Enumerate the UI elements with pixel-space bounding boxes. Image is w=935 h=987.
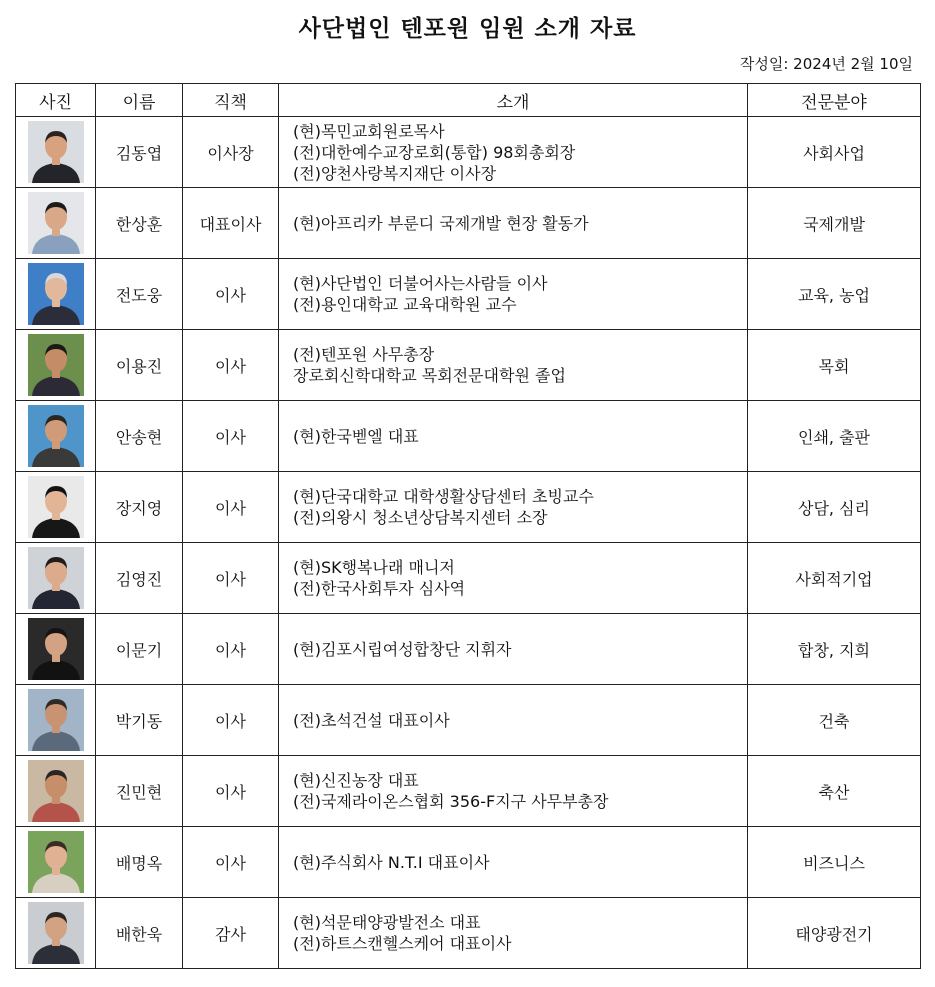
intro-line: (현)단국대학교 대학생활상담센터 초빙교수 bbox=[293, 487, 594, 506]
officer-position: 이사장 bbox=[183, 117, 279, 188]
officer-intro bbox=[279, 259, 748, 330]
intro-line: (현)석문태양광발전소 대표 bbox=[293, 913, 481, 932]
header-position: 직책 bbox=[183, 84, 279, 117]
officer-intro bbox=[279, 401, 748, 472]
header-photo: 사진 bbox=[16, 84, 96, 117]
officer-field: 국제개발 bbox=[748, 188, 921, 259]
photo-cell bbox=[16, 117, 96, 188]
officer-name: 김동엽 bbox=[96, 117, 183, 188]
officer-name: 한상훈 bbox=[96, 188, 183, 259]
officer-intro bbox=[279, 330, 748, 401]
officer-intro bbox=[279, 827, 748, 898]
portrait-photo bbox=[28, 121, 84, 183]
intro-line: (전)초석건설 대표이사 bbox=[293, 710, 450, 730]
officer-position: 이사 bbox=[183, 614, 279, 685]
portrait-photo bbox=[28, 760, 84, 822]
officer-position: 이사 bbox=[183, 330, 279, 401]
portrait-photo bbox=[28, 902, 84, 964]
photo-cell bbox=[16, 472, 96, 543]
officer-position: 이사 bbox=[183, 472, 279, 543]
intro-line: (현)신진농장 대표 bbox=[293, 771, 419, 790]
officers-table bbox=[15, 83, 921, 969]
officer-name: 배한욱 bbox=[96, 898, 183, 969]
intro-line: (전)한국사회투자 심사역 bbox=[293, 579, 466, 598]
intro-line: (전)하트스캔헬스케어 대표이사 bbox=[293, 934, 512, 953]
officer-position: 감사 bbox=[183, 898, 279, 969]
officer-name: 이용진 bbox=[96, 330, 183, 401]
officer-name: 전도웅 bbox=[96, 259, 183, 330]
intro-line: (현)주식회사 N.T.I 대표이사 bbox=[293, 852, 490, 872]
officer-field: 인쇄, 출판 bbox=[748, 401, 921, 472]
officer-intro bbox=[279, 614, 748, 685]
intro-line: (전)국제라이온스협회 356-F지구 사무부총장 bbox=[293, 792, 609, 811]
intro-line: (현)SK행복나래 매니저 bbox=[293, 558, 455, 577]
photo-cell bbox=[16, 259, 96, 330]
officer-field: 합창, 지희 bbox=[748, 614, 921, 685]
document-date: 작성일: 2024년 2월 10일 bbox=[739, 55, 913, 73]
portrait-photo bbox=[28, 831, 84, 893]
intro-line: (현)김포시립여성합창단 지휘자 bbox=[293, 639, 512, 659]
officer-intro bbox=[279, 898, 748, 969]
officer-position: 대표이사 bbox=[183, 188, 279, 259]
officer-name: 안송현 bbox=[96, 401, 183, 472]
officer-field: 사회적기업 bbox=[748, 543, 921, 614]
intro-line: (전)대한예수교장로회(통합) 98회총회장 bbox=[293, 142, 576, 162]
officer-position: 이사 bbox=[183, 827, 279, 898]
table-row bbox=[16, 756, 921, 827]
intro-line: (현)목민교회원로목사 bbox=[293, 121, 445, 141]
intro-line: (전)의왕시 청소년상담복지센터 소장 bbox=[293, 508, 548, 527]
officer-field: 교육, 농업 bbox=[748, 259, 921, 330]
header-name: 이름 bbox=[96, 84, 183, 117]
table-header-row bbox=[16, 84, 921, 117]
portrait-photo bbox=[28, 405, 84, 467]
portrait-photo bbox=[28, 192, 84, 254]
table-row bbox=[16, 330, 921, 401]
intro-line: (현)아프리카 부룬디 국제개발 현장 활동가 bbox=[293, 213, 589, 233]
table-row bbox=[16, 472, 921, 543]
intro-line: 장로회신학대학교 목회전문대학원 졸업 bbox=[293, 366, 566, 385]
table-row bbox=[16, 685, 921, 756]
table-row bbox=[16, 543, 921, 614]
officer-intro bbox=[279, 756, 748, 827]
officer-field: 비즈니스 bbox=[748, 827, 921, 898]
officer-position: 이사 bbox=[183, 685, 279, 756]
portrait-photo bbox=[28, 476, 84, 538]
photo-cell bbox=[16, 685, 96, 756]
intro-line: (전)용인대학교 교육대학원 교수 bbox=[293, 295, 517, 314]
officer-intro bbox=[279, 188, 748, 259]
officer-field: 태양광전기 bbox=[748, 898, 921, 969]
officer-field: 축산 bbox=[748, 756, 921, 827]
intro-line: (현)한국벧엘 대표 bbox=[293, 426, 419, 446]
officer-name: 배명옥 bbox=[96, 827, 183, 898]
header-field: 전문분야 bbox=[748, 84, 921, 117]
officer-name: 장지영 bbox=[96, 472, 183, 543]
officer-intro bbox=[279, 472, 748, 543]
photo-cell bbox=[16, 827, 96, 898]
officer-position: 이사 bbox=[183, 543, 279, 614]
officer-field: 사회사업 bbox=[748, 117, 921, 188]
officer-intro bbox=[279, 685, 748, 756]
photo-cell bbox=[16, 898, 96, 969]
photo-cell bbox=[16, 188, 96, 259]
officer-name: 박기동 bbox=[96, 685, 183, 756]
table-body bbox=[16, 117, 921, 969]
intro-line: (현)사단법인 더불어사는사람들 이사 bbox=[293, 274, 548, 293]
page-title: 사단법인 텐포원 임원 소개 자료 bbox=[298, 16, 637, 42]
table-row bbox=[16, 401, 921, 472]
officer-position: 이사 bbox=[183, 401, 279, 472]
officer-name: 김영진 bbox=[96, 543, 183, 614]
portrait-photo bbox=[28, 263, 84, 325]
intro-line: (전)텐포원 사무총장 bbox=[293, 345, 435, 364]
portrait-photo bbox=[28, 547, 84, 609]
table-row bbox=[16, 827, 921, 898]
header-intro: 소개 bbox=[279, 84, 748, 117]
officer-position: 이사 bbox=[183, 259, 279, 330]
photo-cell bbox=[16, 614, 96, 685]
table-row bbox=[16, 259, 921, 330]
table-row bbox=[16, 188, 921, 259]
officer-field: 상담, 심리 bbox=[748, 472, 921, 543]
table-row bbox=[16, 614, 921, 685]
portrait-photo bbox=[28, 689, 84, 751]
portrait-photo bbox=[28, 618, 84, 680]
photo-cell bbox=[16, 543, 96, 614]
officer-position: 이사 bbox=[183, 756, 279, 827]
photo-cell bbox=[16, 401, 96, 472]
officer-intro bbox=[279, 543, 748, 614]
officer-field: 건축 bbox=[748, 685, 921, 756]
officer-name: 진민현 bbox=[96, 756, 183, 827]
portrait-photo bbox=[28, 334, 84, 396]
intro-line: (전)양천사랑복지재단 이사장 bbox=[293, 163, 497, 183]
officer-intro bbox=[279, 117, 748, 188]
table-row bbox=[16, 117, 921, 188]
photo-cell bbox=[16, 756, 96, 827]
officer-field: 목회 bbox=[748, 330, 921, 401]
officer-name: 이문기 bbox=[96, 614, 183, 685]
photo-cell bbox=[16, 330, 96, 401]
table-row bbox=[16, 898, 921, 969]
